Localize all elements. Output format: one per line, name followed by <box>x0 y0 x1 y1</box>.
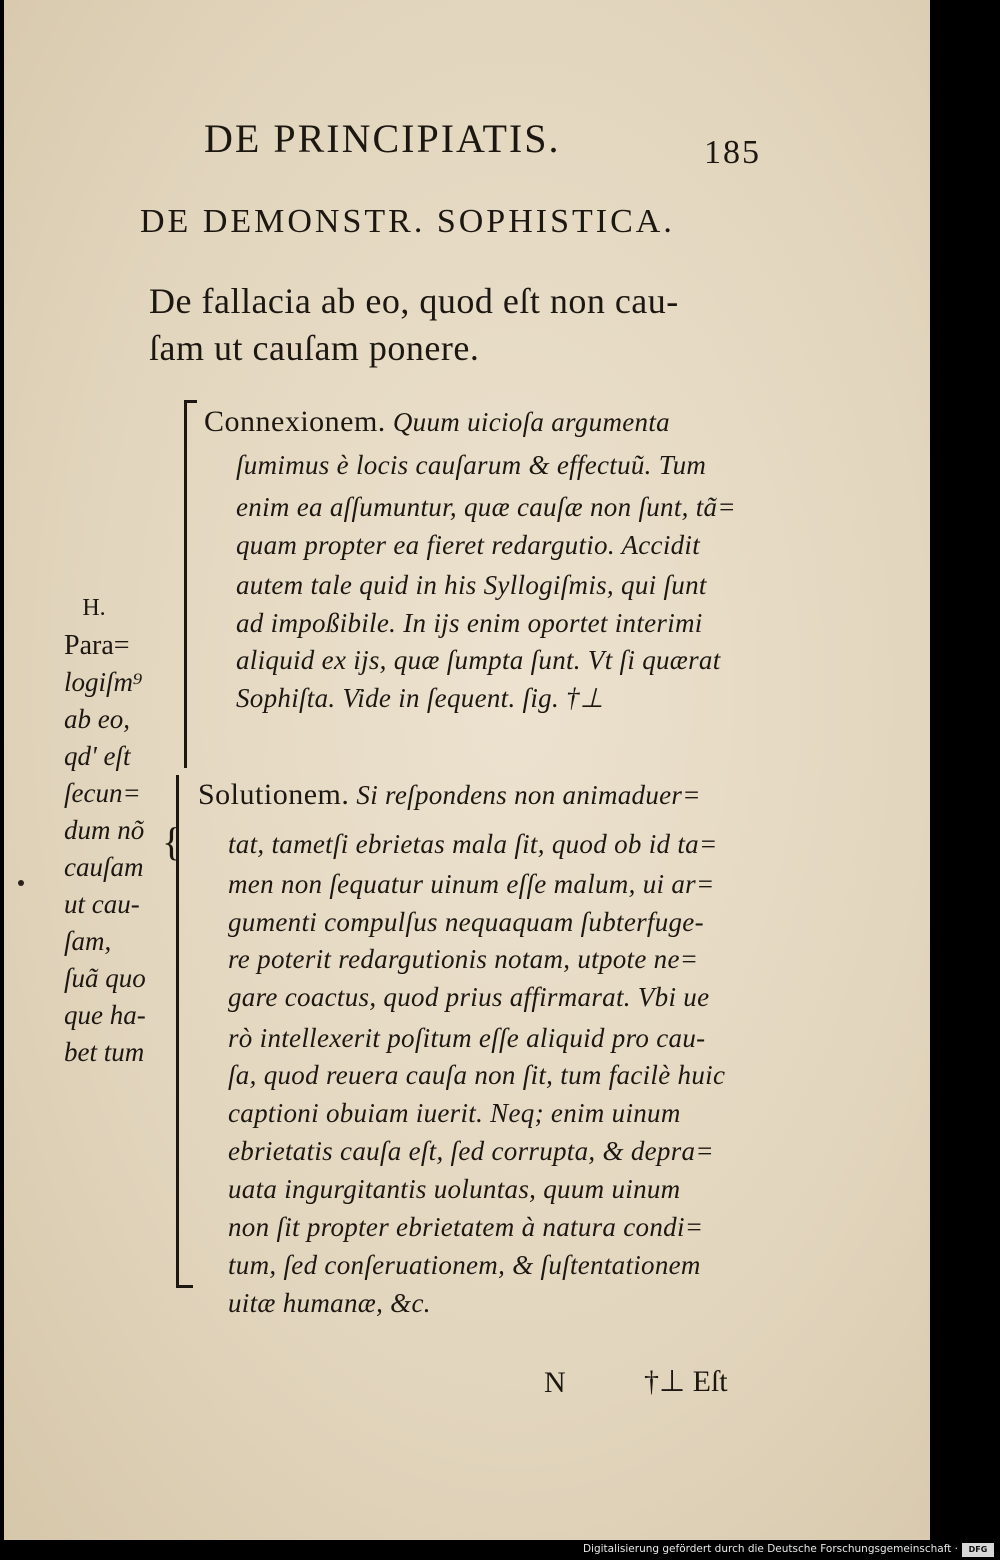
margin-note-line: cauſam <box>64 852 144 882</box>
running-title: DE PRINCIPIATIS. <box>204 116 561 161</box>
subtitle-line-1: De fallacia ab eo, quod eſt non cau- <box>149 281 679 321</box>
solutio-line: tat, tametſi ebrietas mala ſit, quod ob id ta= <box>228 829 718 859</box>
signature-mark: N <box>544 1366 566 1399</box>
margin-note-line: ſuã quo <box>64 963 146 993</box>
section-title: DE DEMONSTR. SOPHISTICA. <box>140 203 675 240</box>
connexio-line: aliquid ex ijs, quæ ſumpta ſunt. Vt ſi quærat <box>236 645 721 675</box>
solutio-line: ebrietatis cauſa eſt, ſed corrupta, & depra= <box>228 1136 714 1166</box>
solutio-line-1: Solutionem. Si reſpondens non animaduer= <box>198 778 701 811</box>
connexio-line: ſumimus è locis cauſarum & effectuũ. Tum <box>236 450 707 480</box>
solutio-line: captioni obuiam iuerit. Neq; enim uinum <box>228 1098 681 1128</box>
margin-note-line: dum nõ <box>64 815 145 845</box>
connexio-line: ad impoßibile. In ijs enim oportet interimi <box>236 608 703 638</box>
solutio-line: ſa, quod reuera cauſa non ſit, tum facilè huic <box>228 1060 726 1090</box>
dfg-logo: DFG <box>962 1543 994 1557</box>
book-page <box>4 0 930 1540</box>
solutio-line: tum, ſed conſeruationem, & ſuſtentationem <box>228 1250 701 1280</box>
connexio-line: quam propter ea fieret redargutio. Accidit <box>236 530 701 560</box>
margin-note-line: que ha- <box>64 1000 146 1030</box>
subtitle-line-2: ſam ut cauſam ponere. <box>149 328 480 368</box>
brace-point: { <box>162 819 182 864</box>
margin-note-line: qd' eſt <box>64 741 131 771</box>
ink-spot <box>18 880 24 886</box>
solutio-line: uata ingurgitantis uoluntas, quum uinum <box>228 1174 681 1204</box>
margin-note-line: ut cau- <box>64 889 140 919</box>
solutio-line: non ſit propter ebrietatem à natura condi= <box>228 1212 704 1242</box>
solutio-line: rò intellexerit poſitum eſſe aliquid pro cau- <box>228 1023 706 1053</box>
connexio-line: enim ea aſſumuntur, quæ cauſæ non ſunt, tã= <box>236 492 736 522</box>
catchword: †⊥ Eſt <box>644 1365 728 1398</box>
margin-note <box>64 590 146 1071</box>
connexio-lead: Connexionem. <box>204 405 386 438</box>
page-number: 185 <box>704 134 761 171</box>
brace-upper <box>184 400 197 768</box>
digitization-credit: Digitalisierung gefördert durch die Deutsche Forschungsgemeinschaft · <box>582 1543 958 1555</box>
connexio-line-1: Connexionem. Quum uicioſa argumenta <box>204 405 670 438</box>
margin-note-line: ſam, <box>64 926 112 956</box>
margin-note-letter: H. <box>82 595 106 621</box>
margin-note-line: logiſm⁹ <box>64 667 143 697</box>
connexio-line: Sophiſta. Vide in ſequent. ſig. †⊥ <box>236 683 604 713</box>
solutio-line: uitæ humanæ, &c. <box>228 1288 431 1318</box>
margin-note-line: ab eo, <box>64 704 130 734</box>
margin-note-line: ſecun= <box>64 778 141 808</box>
solutio-line: re poterit redargutionis notam, utpote ne= <box>228 944 699 974</box>
connexio-line: autem tale quid in his Syllogiſmis, qui ſunt <box>236 570 707 600</box>
solutio-line: gare coactus, quod prius affirmarat. Vbi ue <box>228 982 710 1012</box>
solutio-line: men non ſequatur uinum eſſe malum, ui ar= <box>228 869 715 899</box>
margin-note-line: bet tum <box>64 1037 145 1067</box>
solutio-lead: Solutionem. <box>198 778 350 811</box>
margin-note-line: Para= <box>64 630 130 661</box>
solutio-line: gumenti compulſus nequaquam ſubterfuge- <box>228 907 704 937</box>
